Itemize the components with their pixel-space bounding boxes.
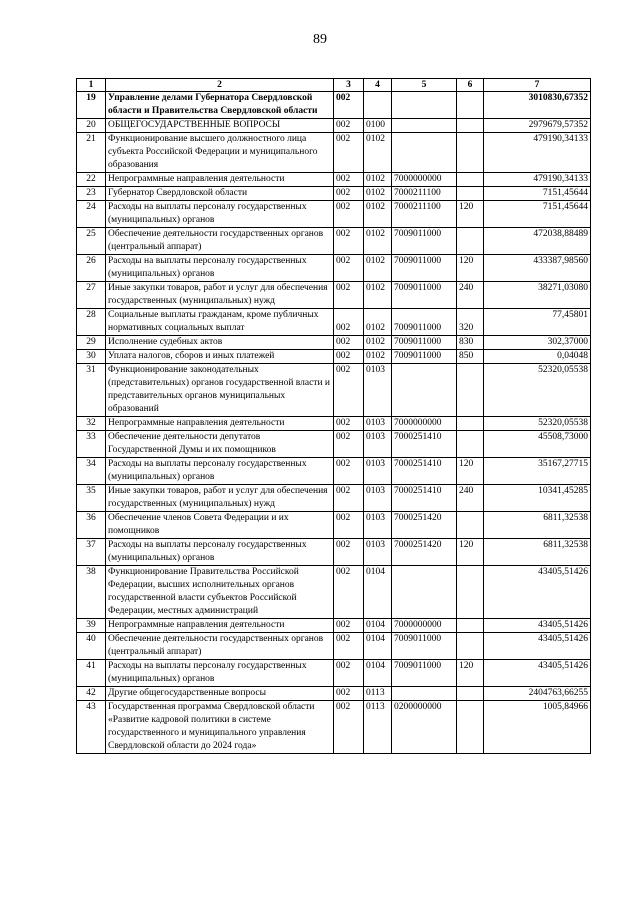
amount-cell: 45508,73000: [484, 431, 591, 458]
header-cell: 5: [392, 79, 457, 92]
table-row: [77, 539, 591, 566]
section-code-cell: 0104: [364, 566, 392, 619]
expense-type-cell: [457, 633, 484, 660]
ministry-code-cell: 002: [334, 92, 364, 119]
row-name-cell: Обеспечение членов Совета Федерации и их помощников: [106, 512, 334, 539]
ministry-code-cell: 002: [334, 687, 364, 701]
section-code-cell: 0102: [364, 133, 392, 173]
expense-type-cell: [457, 173, 484, 187]
table-row: [77, 417, 591, 431]
section-code-cell: 0102: [364, 173, 392, 187]
row-name-cell: Непрограммные направления деятельности: [106, 173, 334, 187]
expense-type-cell: [457, 431, 484, 458]
expense-type-cell: 120: [457, 201, 484, 228]
table-row: [77, 458, 591, 485]
section-code-cell: 0103: [364, 458, 392, 485]
section-code-cell: 0102: [364, 309, 392, 336]
amount-cell: 10341,45285: [484, 485, 591, 512]
table-row: [77, 187, 591, 201]
table-row: [77, 619, 591, 633]
amount-cell: 479190,34133: [484, 173, 591, 187]
amount-cell: 6811,32538: [484, 512, 591, 539]
amount-cell: 43405,51426: [484, 633, 591, 660]
table-row: [77, 133, 591, 173]
row-number-cell: 35: [77, 485, 106, 512]
header-cell: 1: [77, 79, 106, 92]
target-code-cell: [392, 119, 457, 133]
row-name-cell: Другие общегосударственные вопросы: [106, 687, 334, 701]
row-name-cell: Непрограммные направления деятельности: [106, 417, 334, 431]
amount-cell: 433387,98560: [484, 255, 591, 282]
row-name-cell: Губернатор Свердловской области: [106, 187, 334, 201]
amount-cell: 479190,34133: [484, 133, 591, 173]
ministry-code-cell: 002: [334, 350, 364, 364]
section-code-cell: 0104: [364, 633, 392, 660]
amount-cell: 77,45801: [484, 309, 591, 336]
section-code-cell: 0102: [364, 336, 392, 350]
ministry-code-cell: 002: [334, 173, 364, 187]
expense-type-cell: [457, 92, 484, 119]
target-code-cell: 7009011000: [392, 336, 457, 350]
amount-cell: 43405,51426: [484, 660, 591, 687]
amount-cell: 7151,45644: [484, 201, 591, 228]
row-number-cell: 36: [77, 512, 106, 539]
amount-cell: 302,37000: [484, 336, 591, 350]
row-number-cell: 42: [77, 687, 106, 701]
row-number-cell: 28: [77, 309, 106, 336]
expense-type-cell: [457, 512, 484, 539]
row-name-cell: ОБЩЕГОСУДАРСТВЕННЫЕ ВОПРОСЫ: [106, 119, 334, 133]
ministry-code-cell: 002: [334, 512, 364, 539]
amount-cell: 472038,88489: [484, 228, 591, 255]
section-code-cell: 0102: [364, 201, 392, 228]
row-number-cell: 26: [77, 255, 106, 282]
row-number-cell: 38: [77, 566, 106, 619]
row-name-cell: Функционирование высшего должностного лица субъекта Российской Федерации и муниципального образования: [106, 133, 334, 173]
table-row: [77, 633, 591, 660]
row-number-cell: 37: [77, 539, 106, 566]
row-name-cell: Управление делами Губернатора Свердловской области и Правительства Свердловской области: [106, 92, 334, 119]
row-number-cell: 25: [77, 228, 106, 255]
table-row: [77, 201, 591, 228]
row-number-cell: 30: [77, 350, 106, 364]
row-number-cell: 39: [77, 619, 106, 633]
target-code-cell: 7000251420: [392, 539, 457, 566]
section-code-cell: 0102: [364, 228, 392, 255]
section-code-cell: 0103: [364, 417, 392, 431]
section-code-cell: 0103: [364, 512, 392, 539]
header-cell: 2: [106, 79, 334, 92]
target-code-cell: [392, 566, 457, 619]
section-code-cell: 0100: [364, 119, 392, 133]
table-row: [77, 364, 591, 417]
expense-type-cell: 850: [457, 350, 484, 364]
ministry-code-cell: 002: [334, 201, 364, 228]
ministry-code-cell: 002: [334, 228, 364, 255]
ministry-code-cell: 002: [334, 187, 364, 201]
row-number-cell: 41: [77, 660, 106, 687]
row-number-cell: 20: [77, 119, 106, 133]
row-name-cell: Обеспечение деятельности депутатов Государственной Думы и их помощников: [106, 431, 334, 458]
expense-type-cell: [457, 228, 484, 255]
expense-type-cell: [457, 364, 484, 417]
ministry-code-cell: 002: [334, 619, 364, 633]
amount-cell: 0,04048: [484, 350, 591, 364]
row-number-cell: 32: [77, 417, 106, 431]
target-code-cell: 7000251410: [392, 458, 457, 485]
ministry-code-cell: 002: [334, 364, 364, 417]
expense-type-cell: 120: [457, 539, 484, 566]
table-row: [77, 485, 591, 512]
ministry-code-cell: 002: [334, 633, 364, 660]
target-code-cell: [392, 92, 457, 119]
expense-type-cell: [457, 119, 484, 133]
section-code-cell: 0104: [364, 619, 392, 633]
expense-type-cell: 120: [457, 458, 484, 485]
row-name-cell: Расходы на выплаты персоналу государственных (муниципальных) органов: [106, 458, 334, 485]
budget-table: [76, 78, 591, 754]
section-code-cell: 0103: [364, 485, 392, 512]
ministry-code-cell: 002: [334, 566, 364, 619]
ministry-code-cell: 002: [334, 309, 364, 336]
amount-cell: 6811,32538: [484, 539, 591, 566]
target-code-cell: 7009011000: [392, 228, 457, 255]
target-code-cell: [392, 687, 457, 701]
table-row: [77, 512, 591, 539]
table-body: [77, 92, 591, 754]
amount-cell: 38271,03080: [484, 282, 591, 309]
table-header-row: [77, 79, 591, 92]
ministry-code-cell: 002: [334, 660, 364, 687]
amount-cell: 1005,84966: [484, 701, 591, 754]
target-code-cell: 0200000000: [392, 701, 457, 754]
expense-type-cell: [457, 187, 484, 201]
row-number-cell: 33: [77, 431, 106, 458]
table-row: [77, 282, 591, 309]
row-number-cell: 29: [77, 336, 106, 350]
expense-type-cell: [457, 701, 484, 754]
amount-cell: 2979679,57352: [484, 119, 591, 133]
expense-type-cell: [457, 687, 484, 701]
section-code-cell: 0102: [364, 255, 392, 282]
ministry-code-cell: 002: [334, 255, 364, 282]
row-number-cell: 23: [77, 187, 106, 201]
row-name-cell: Уплата налогов, сборов и иных платежей: [106, 350, 334, 364]
row-number-cell: 34: [77, 458, 106, 485]
section-code-cell: 0103: [364, 539, 392, 566]
row-name-cell: Иные закупки товаров, работ и услуг для обеспечения государственных (муниципальных) нужд: [106, 485, 334, 512]
table-row: [77, 431, 591, 458]
expense-type-cell: 240: [457, 485, 484, 512]
expense-type-cell: 320: [457, 309, 484, 336]
ministry-code-cell: 002: [334, 417, 364, 431]
amount-cell: 35167,27715: [484, 458, 591, 485]
row-name-cell: Расходы на выплаты персоналу государственных (муниципальных) органов: [106, 539, 334, 566]
section-code-cell: 0102: [364, 187, 392, 201]
section-code-cell: 0103: [364, 364, 392, 417]
target-code-cell: 7000000000: [392, 173, 457, 187]
target-code-cell: 7009011000: [392, 309, 457, 336]
expense-type-cell: [457, 566, 484, 619]
table-row: [77, 228, 591, 255]
row-name-cell: Обеспечение деятельности государственных органов (центральный аппарат): [106, 633, 334, 660]
section-code-cell: 0102: [364, 282, 392, 309]
target-code-cell: 7009011000: [392, 350, 457, 364]
row-number-cell: 22: [77, 173, 106, 187]
row-name-cell: Функционирование законодательных (представительных) органов государственной власти и представительных органов муниципальных образований: [106, 364, 334, 417]
target-code-cell: 7000251420: [392, 512, 457, 539]
expense-type-cell: 240: [457, 282, 484, 309]
section-code-cell: 0103: [364, 431, 392, 458]
row-number-cell: 27: [77, 282, 106, 309]
row-number-cell: 43: [77, 701, 106, 754]
expense-type-cell: [457, 619, 484, 633]
ministry-code-cell: 002: [334, 119, 364, 133]
section-code-cell: 0102: [364, 350, 392, 364]
amount-cell: 52320,05538: [484, 364, 591, 417]
row-name-cell: Иные закупки товаров, работ и услуг для обеспечения государственных (муниципальных) нужд: [106, 282, 334, 309]
row-name-cell: Исполнение судебных актов: [106, 336, 334, 350]
amount-cell: 7151,45644: [484, 187, 591, 201]
table-row: [77, 687, 591, 701]
table-row: [77, 660, 591, 687]
table-row: [77, 309, 591, 336]
amount-cell: 43405,51426: [484, 566, 591, 619]
target-code-cell: 7009011000: [392, 282, 457, 309]
row-number-cell: 19: [77, 92, 106, 119]
header-cell: 3: [334, 79, 364, 92]
expense-type-cell: [457, 133, 484, 173]
target-code-cell: 7000211100: [392, 187, 457, 201]
table-row: [77, 119, 591, 133]
ministry-code-cell: 002: [334, 539, 364, 566]
target-code-cell: 7000251410: [392, 485, 457, 512]
page-number: 89: [313, 32, 327, 47]
row-name-cell: Социальные выплаты гражданам, кроме публичных нормативных социальных выплат: [106, 309, 334, 336]
row-number-cell: 31: [77, 364, 106, 417]
row-name-cell: Расходы на выплаты персоналу государственных (муниципальных) органов: [106, 255, 334, 282]
ministry-code-cell: 002: [334, 282, 364, 309]
table-row: [77, 255, 591, 282]
target-code-cell: 7000000000: [392, 417, 457, 431]
table-row: [77, 350, 591, 364]
row-name-cell: Обеспечение деятельности государственных органов (центральный аппарат): [106, 228, 334, 255]
table-row: [77, 336, 591, 350]
target-code-cell: 7000000000: [392, 619, 457, 633]
row-name-cell: Расходы на выплаты персоналу государственных (муниципальных) органов: [106, 660, 334, 687]
expense-type-cell: 120: [457, 660, 484, 687]
table-row: [77, 566, 591, 619]
table-row: [77, 173, 591, 187]
header-cell: 6: [457, 79, 484, 92]
row-number-cell: 40: [77, 633, 106, 660]
amount-cell: 43405,51426: [484, 619, 591, 633]
ministry-code-cell: 002: [334, 431, 364, 458]
row-number-cell: 21: [77, 133, 106, 173]
row-name-cell: Государственная программа Свердловской области «Развитие кадровой политики в системе государственного и муниципального управления Свердловской области до 2024 года»: [106, 701, 334, 754]
ministry-code-cell: 002: [334, 133, 364, 173]
row-name-cell: Функционирование Правительства Российской Федерации, высших исполнительных органов государственной власти субъектов Российской Федерации, местных администраций: [106, 566, 334, 619]
row-name-cell: Непрограммные направления деятельности: [106, 619, 334, 633]
target-code-cell: 7009011000: [392, 660, 457, 687]
target-code-cell: [392, 133, 457, 173]
section-code-cell: 0113: [364, 701, 392, 754]
target-code-cell: 7000211100: [392, 201, 457, 228]
expense-type-cell: 120: [457, 255, 484, 282]
header-cell: 7: [484, 79, 591, 92]
table-row: [77, 701, 591, 754]
amount-cell: 2404763,66255: [484, 687, 591, 701]
row-name-cell: Расходы на выплаты персоналу государственных (муниципальных) органов: [106, 201, 334, 228]
ministry-code-cell: 002: [334, 485, 364, 512]
amount-cell: 3010830,67352: [484, 92, 591, 119]
ministry-code-cell: 002: [334, 458, 364, 485]
amount-cell: 52320,05538: [484, 417, 591, 431]
section-code-cell: 0113: [364, 687, 392, 701]
target-code-cell: 7009011000: [392, 633, 457, 660]
ministry-code-cell: 002: [334, 701, 364, 754]
expense-type-cell: [457, 417, 484, 431]
target-code-cell: 7000251410: [392, 431, 457, 458]
row-number-cell: 24: [77, 201, 106, 228]
section-code-cell: [364, 92, 392, 119]
header-cell: 4: [364, 79, 392, 92]
target-code-cell: [392, 364, 457, 417]
target-code-cell: 7009011000: [392, 255, 457, 282]
section-code-cell: 0104: [364, 660, 392, 687]
expense-type-cell: 830: [457, 336, 484, 350]
table-row: [77, 92, 591, 119]
ministry-code-cell: 002: [334, 336, 364, 350]
